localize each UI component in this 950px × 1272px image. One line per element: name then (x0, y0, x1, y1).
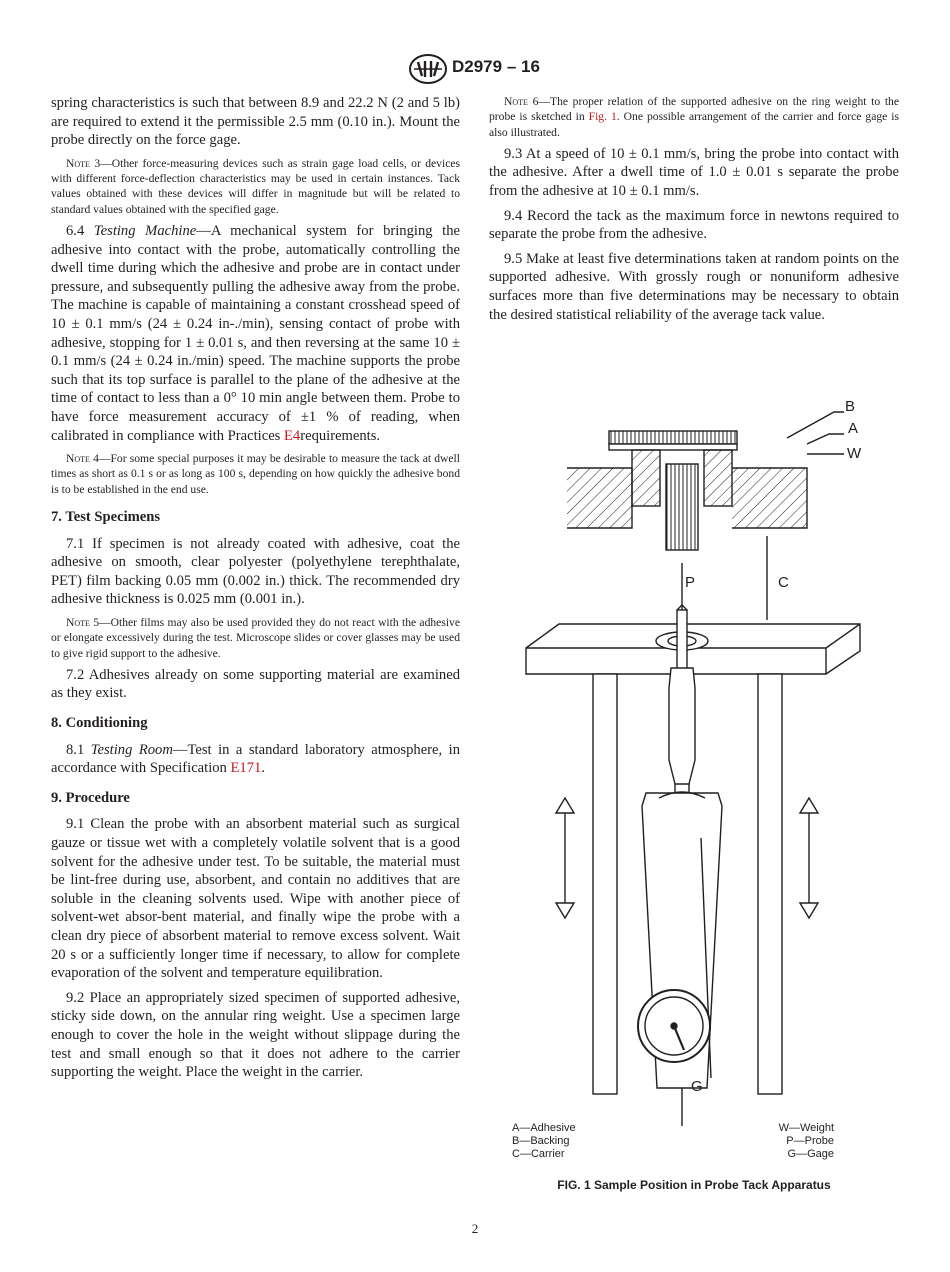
leader-a (807, 434, 844, 444)
section-7-1: 7.1 If specimen is not already coated with adhesive, coat the adhesive on smooth, clear polyester (polyethylene terephthalate, PET) film backing 0.05 mm (0.002 in.) thick. The recommended dry adhesive thickness is 0.025 mm (0.001 in.). (51, 535, 460, 608)
legend-item: P—Probe (786, 1135, 834, 1147)
legend-item: A—Adhesive (512, 1122, 576, 1134)
section-8-1-number: 8.1 (66, 741, 91, 758)
note-5-text: —Other films may also be used provided they do not react with the adhesive or elongate excessively during the test. Microscope slides or cover glasses may be used to give rigid support to the adhesive. (51, 615, 460, 660)
section-8-1-term: Testing Room (90, 741, 173, 758)
carrier-leg-left (593, 674, 617, 1094)
section-8-1-tail: . (261, 760, 265, 777)
e4-link[interactable]: E4 (284, 427, 301, 444)
section-9-3: 9.3 At a speed of 10 ± 0.1 mm/s, bring the probe into contact with the adhesive. After a dwell time of 1.0 ± 0.01 s separate the probe from the adhesive at 10 ± 0.1 mm/s. (489, 145, 899, 200)
heading-test-specimens: 7. Test Specimens (51, 508, 161, 525)
left-column (51, 94, 460, 1082)
support-left (567, 468, 632, 528)
weight-left (632, 450, 660, 506)
astm-logo-icon (408, 53, 448, 85)
adhesive-layer (609, 444, 737, 450)
label-p: P (685, 574, 696, 591)
note-3 (51, 156, 460, 217)
section-9-5: 9.5 Make at least five determinations taken at random points on the supported adhesive. With grossly rough or nonuniform adhesive surfaces more than five determinations may be necessary to obtain the desired statistical reliability of the average tack value. (489, 250, 899, 323)
e171-link[interactable]: E171 (230, 760, 262, 777)
figure-caption: FIG. 1 Sample Position in Probe Tack Apparatus (557, 1178, 831, 1192)
note-6-text: —The proper relation of the supported adhesive on the ring weight to the probe is sketched in (489, 95, 899, 124)
motion-arrow-left (556, 798, 574, 918)
support-right (732, 468, 807, 528)
label-g: G (691, 1078, 703, 1095)
motion-arrow-right (800, 798, 818, 918)
note-6-tail: . One possible arrangement of the carrier and force gage is also illustrated. (489, 110, 899, 139)
note-5 (51, 615, 460, 661)
note-5-label: Note 5 (66, 615, 100, 629)
section-6-4-text: —A mechanical system for bringing the adhesive into contact with the probe, automatically controlling the dwell time during which the adhesive and probe are in contact under pressure, and subsequently pulling the adhesive away from the probe. The machine is capable of maintaining a constant crosshead speed of 10 ± 0.1 mm/s (24 ± 0.24 in-./min), sensing contact of probe with adhesive, stopping for 1 ± 0.01 s, and then reversing at the same 10 ± 0.1 mm/s (24 ± 0.24 in./min) speed. The machine supports the probe such that its top surface is parallel to the plane of the adhesive at the time of contact to less than a 0° 10 min angle between them. Probe to have force measurement accuracy of ±1 % of reading, when calibrated in compliance with Practices (51, 222, 461, 444)
note-3-label: Note 3 (66, 156, 101, 170)
probe-tack-apparatus-diagram (489, 388, 899, 1128)
gage-spring (669, 668, 695, 784)
label-c: C (778, 574, 789, 591)
note-6 (489, 94, 899, 140)
section-7-2: 7.2 Adhesives already on some supporting material are examined as they exist. (51, 666, 460, 702)
heading-conditioning: 8. Conditioning (51, 715, 148, 732)
section-8-1 (51, 741, 460, 778)
legend-item: B—Backing (512, 1135, 570, 1147)
page-number: 2 (471, 1221, 479, 1236)
note-4-label: Note 4 (66, 452, 99, 466)
document-id: D2979 – 16 (452, 57, 540, 76)
note-4 (51, 451, 460, 497)
section-9-4: 9.4 Record the tack as the maximum force in newtons required to separate the probe from the adhesive. (489, 207, 899, 243)
right-column (489, 94, 899, 324)
note-6-label: Note 6 (504, 95, 539, 108)
fig-1-link[interactable]: Fig. 1 (588, 110, 617, 124)
section-9-1: 9.1 Clean the probe with an absorbent material such as surgical gauze or tissue wet with a completely volatile solvent that is a good solvent for the adhesive under test. To be suitable, the material must be lint-free during use, absorbent, and contain no additives that are soluble in the cleaning solvents used. Wipe with another piece of solvent-wet absor-bent material, and finally wipe the probe with a clean dry piece of absorbent material to remove excess solvent. Wait 20 s or a sufficiently longer time if necessary, to allow for complete evaporation of the solvent and temperature equilibration. (51, 816, 460, 982)
legend-item: W—Weight (778, 1122, 834, 1134)
label-b: B (845, 398, 856, 415)
label-w: W (847, 445, 862, 462)
section-6-4-term: Testing Machine (93, 222, 197, 239)
legend-left (512, 1122, 576, 1161)
section-6-4 (51, 222, 460, 445)
backing-strip (609, 431, 737, 444)
heading-procedure: 9. Procedure (51, 789, 130, 806)
probe-stem (677, 610, 687, 670)
legend-right (777, 1122, 834, 1161)
section-9-2: 9.2 Place an appropriately sized specimen of supported adhesive, sticky side down, on the annular ring weight. Use a specimen large enough to cover the hole in the weight without slippage during the test and small enough so that it does not adhere to the carrier supporting the weight. Place the weight in the carrier. (51, 989, 460, 1081)
label-a: A (848, 420, 859, 437)
legend-item: C—Carrier (512, 1148, 565, 1160)
spring-paragraph: spring characteristics is such that between 8.9 and 22.2 N (2 and 5 lb) are required to extend it the permissible 2.5 mm (0.10 in.). Mount the probe directly on the force gage. (51, 95, 460, 149)
section-6-4-tail: requirements. (300, 427, 381, 444)
note-4-text: —For some special purposes it may be desirable to measure the tack at dwell times as short as 0.1 s or as long as 100 s, depending on how quickly the adhesive bond is to be established in the end use. (51, 452, 460, 496)
section-6-4-number: 6.4 (66, 222, 94, 239)
page-header (0, 53, 950, 87)
weight-right (704, 450, 732, 506)
probe-head (666, 464, 698, 550)
figure-1 (489, 388, 899, 1128)
carrier-leg-right (758, 674, 782, 1094)
section-8-1-text: —Test in a standard laboratory atmosphere, in accordance with Specification (51, 741, 460, 777)
note-3-text: —Other force-measuring devices such as strain gage load cells, or devices with different force-deflection characteristics may be used in certain instances. Tack values obtained with these devices will differ in magnitude but will be related to standard values obtained with the specified gage. (51, 156, 460, 216)
legend-item: G—Gage (787, 1148, 834, 1160)
